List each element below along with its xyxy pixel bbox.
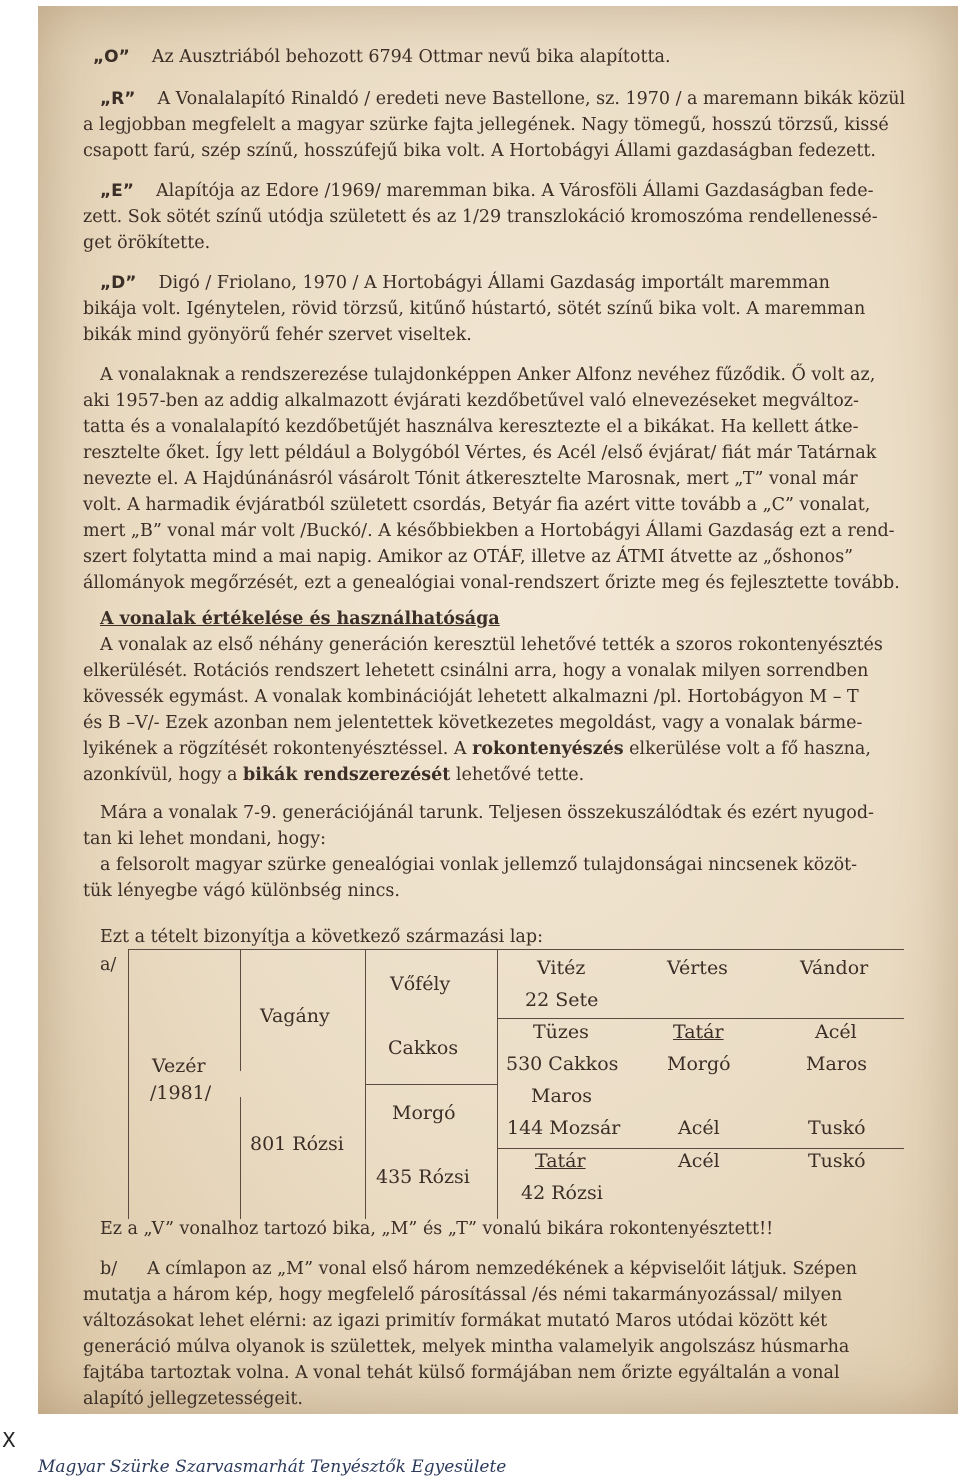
paragraph-line: get örökítette.: [83, 233, 211, 253]
pedigree-gen4: 530 Cakkos: [506, 1053, 619, 1075]
paragraph-line: változásokat lehet elérni: az igazi primitív formákat mutató Maros utódai között két: [83, 1311, 828, 1331]
pedigree-label-a: a/: [100, 955, 117, 975]
pedigree-line: [128, 949, 129, 1219]
line-r-label: „R”: [100, 89, 136, 109]
paragraph-line: volt. A harmadik évjáratból született csordás, Betyár fia azért vitte tovább a „C” vonalat,: [83, 495, 871, 515]
line-o-label: „O”: [93, 47, 130, 67]
paragraph-line: és B –V/- Ezek azonban nem jelentettek következetes megoldást, vagy a vonalak bárme-: [83, 713, 863, 733]
line-d-description: „D” Digó / Friolano, 1970 / A Hortobágyi Állami Gazdaság importált maremman: [100, 273, 830, 293]
paragraph-line: tan ki lehet mondani, hogy:: [83, 829, 327, 849]
paragraph-b: b/ A címlapon az „M” vonal első három nemzedékének a képviselőit látjuk. Szépen: [100, 1259, 857, 1279]
paragraph-line: mert „B” vonal már volt /Buckó/. A későbbiekben a Hortobágyi Állami Gazdaság ezt a rend-: [83, 521, 895, 541]
line-e-description: „E” Alapítója az Edore /1969/ maremman bika. A Városföli Állami Gazdaságban fede-: [100, 181, 874, 201]
pedigree-gen5: Vándor: [800, 957, 869, 979]
pedigree-gen5: Vértes: [667, 957, 728, 979]
paragraph-line: lyikének a rögzítését rokontenyésztéssel. A rokontenyészés elkerülése volt a fő haszna,: [83, 739, 871, 759]
paragraph-line: nevezte el. A Hajdúnánásról vásárolt Tónit átkeresztelte Marosnak, mert „T” vonal már: [83, 469, 858, 489]
paragraph-line: zett. Sok sötét színű utódja született és az 1/29 transzlokáció kromoszóma rendellenessé-: [83, 207, 878, 227]
pedigree-dam: 801 Rózsi: [250, 1133, 344, 1155]
page-marker: X: [2, 1428, 16, 1452]
paragraph-line: azonkívül, hogy a bikák rendszerezését lehetővé tette.: [83, 765, 585, 785]
paragraph-line: bikák mind gyönyörű fehér szervet viseltek.: [83, 325, 472, 345]
label-b: b/: [100, 1259, 118, 1279]
pedigree-gen5: Morgó: [667, 1053, 731, 1075]
line-d-label: „D”: [100, 273, 137, 293]
paragraph-line: kövessék egymást. A vonalak kombinációját lehetett alkalmazni /pl. Hortobágyon M – T: [83, 687, 859, 707]
paragraph-line: a felsorolt magyar szürke genealógiai vonlak jellemző tulajdonságai nincsenek közöt-: [100, 855, 858, 875]
pedigree-line: [497, 949, 498, 1219]
pedigree-line: [497, 1148, 904, 1149]
paragraph-line: Mára a vonalak 7-9. generációjánál tarunk. Teljesen összekuszálódtak és ezért nyugod-: [100, 803, 874, 823]
pedigree-gen5: Tatár: [673, 1021, 724, 1043]
pedigree-gen4: 144 Mozsár: [507, 1117, 621, 1139]
paragraph-line: alapító jellegzetességeit.: [83, 1389, 303, 1409]
pedigree-gen4: Tatár: [535, 1150, 586, 1172]
pedigree-gen3: Cakkos: [388, 1037, 459, 1059]
paragraph-line: mutatja a három kép, hogy megfelelő párosítással /és némi takarmányozással/ milyen: [83, 1285, 843, 1305]
line-e-label: „E”: [100, 181, 134, 201]
paragraph-line: resztelte őket. Így lett például a Bolygóból Vértes, és Acél /első évjárat/ fiát már Tatárnak: [83, 443, 877, 463]
pedigree-gen4: 42 Rózsi: [521, 1182, 603, 1204]
paragraph-line: állományok megőrzését, ezt a genealógiai vonal-rendszert őrizte meg és fejlesztette tovább.: [83, 573, 900, 593]
paragraph-line: bikája volt. Igénytelen, rövid törzsű, kitűnő hústartó, sötét színű bika volt. A maremman: [83, 299, 866, 319]
paragraph-line: a legjobban megfelelt a magyar szürke fajta jellegének. Nagy tömegű, hosszú törzsű, kissé: [83, 115, 889, 135]
pedigree-line: [240, 1097, 241, 1219]
pedigree-root-name: Vezér: [152, 1055, 206, 1077]
footer-publisher: Magyar Szürke Szarvasmarhát Tenyésztők Egyesülete: [38, 1457, 507, 1477]
pedigree-line: [365, 1084, 497, 1085]
pedigree-conclusion: Ez a „V” vonalhoz tartozó bika, „M” és „T” vonalú bikára rokontenyésztett!!: [100, 1219, 774, 1239]
paragraph-line: tatta és a vonalalapító kezdőbetűjét használva keresztezte el a bikákat. Ha kellett átke-: [83, 417, 859, 437]
pedigree-line: [240, 949, 241, 1071]
pedigree-root-year: /1981/: [150, 1082, 212, 1104]
bold-term: bikák rendszerezését: [243, 765, 451, 785]
paragraph-line: fajtába tartoztak volna. A vonal tehát külső formájában nem őrizte egyáltalán a vonal: [83, 1363, 840, 1383]
pedigree-gen5: Maros: [806, 1053, 868, 1075]
pedigree-gen5: Tuskó: [808, 1150, 866, 1172]
pedigree-gen5: Acél: [678, 1150, 720, 1172]
pedigree-gen3: Morgó: [392, 1102, 456, 1124]
pedigree-gen4: Maros: [531, 1085, 593, 1107]
line-o-description: „O” Az Ausztriából behozott 6794 Ottmar nevű bika alapította.: [93, 47, 671, 67]
pedigree-gen4: Tüzes: [533, 1021, 589, 1043]
pedigree-gen5: Acél: [815, 1021, 857, 1043]
pedigree-gen4: 22 Sete: [525, 989, 599, 1011]
paragraph-line: aki 1957-ben az addig alkalmazott évjárati kezdőbetűvel való elnevezéseket megváltoz-: [83, 391, 859, 411]
pedigree-sire: Vagány: [260, 1005, 330, 1027]
paragraph-line: szert folytatta mind a mai napig. Amikor az OTÁF, illetve az ÁTMI átvette az „őshonos”: [83, 547, 854, 567]
paragraph-line: A vonalak az első néhány generáción keresztül lehetővé tették a szoros rokontenyésztés: [100, 635, 883, 655]
pedigree-line: [128, 949, 904, 950]
pedigree-intro: Ezt a tételt bizonyítja a következő származási lap:: [100, 927, 543, 947]
pedigree-gen5: Tuskó: [808, 1117, 866, 1139]
line-r-description: „R” A Vonalalapító Rinaldó / eredeti neve Bastellone, sz. 1970 / a maremann bikák közül: [100, 89, 906, 109]
pedigree-gen3: 435 Rózsi: [376, 1166, 470, 1188]
pedigree-gen4: Vitéz: [537, 957, 586, 979]
bold-term: rokontenyészés: [472, 739, 624, 759]
paragraph-line: tük lényegbe vágó különbség nincs.: [83, 881, 400, 901]
paragraph-line: A vonalaknak a rendszerezése tulajdonképpen Anker Alfonz nevéhez fűződik. Ő volt az,: [100, 365, 876, 385]
pedigree-line: [497, 1018, 904, 1019]
paragraph-line: csapott farú, szép színű, hosszúfejű bika volt. A Hortobágyi Állami gazdaságban fedezett.: [83, 141, 876, 161]
section-heading: A vonalak értékelése és használhatósága: [100, 609, 500, 629]
pedigree-gen3: Vőfély: [390, 973, 451, 995]
paragraph-line: generáció múlva olyanok is születtek, melyek mintha valamelyik angolszász húsmarha: [83, 1337, 850, 1357]
pedigree-gen5: Acél: [678, 1117, 720, 1139]
paragraph-line: elkerülését. Rotációs rendszert lehetett csinálni arra, hogy a vonalak milyen sorrendben: [83, 661, 869, 681]
